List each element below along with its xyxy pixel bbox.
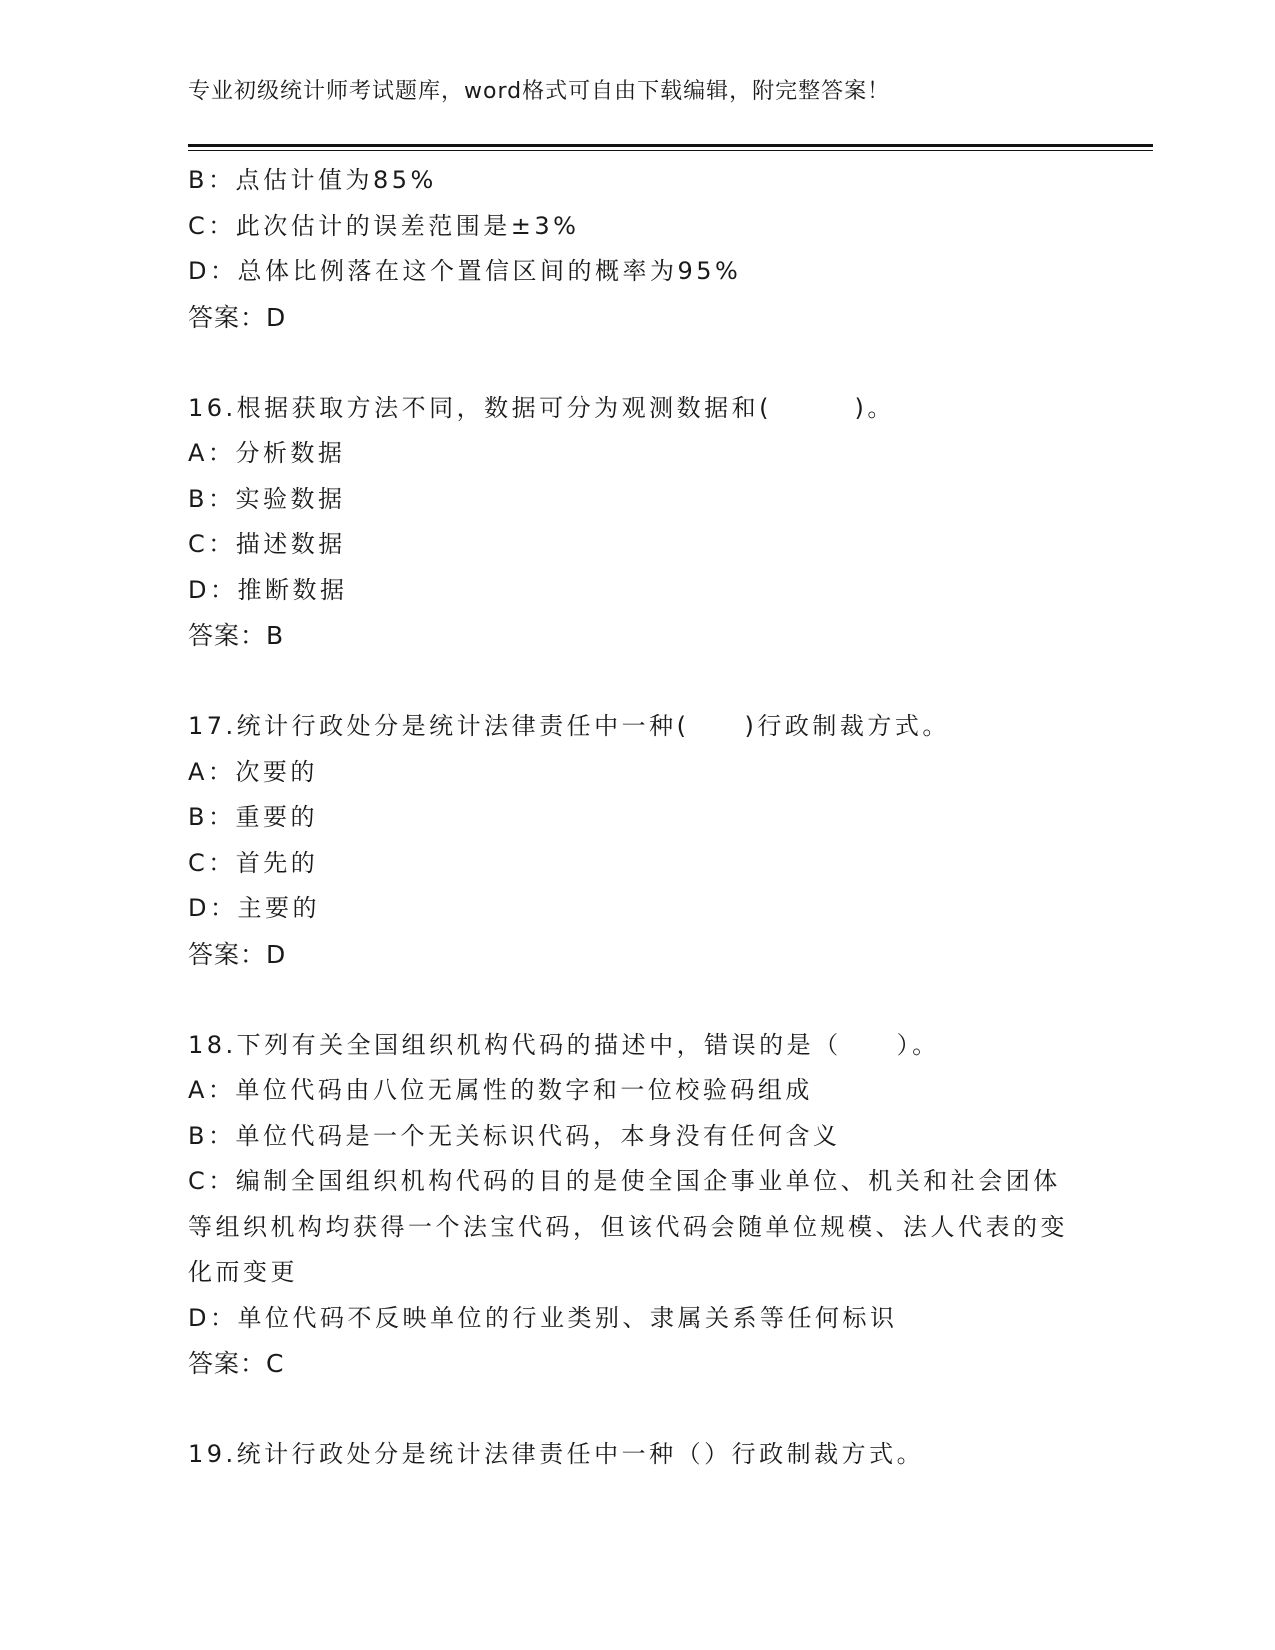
- option-d: D：单位代码不反映单位的行业类别、隶属关系等任何标识: [188, 1303, 898, 1332]
- question-continuation: [188, 158, 1088, 340]
- spacer: [188, 340, 1088, 386]
- answer-line: 答案：C: [188, 1349, 285, 1378]
- option-c: C：描述数据: [188, 530, 346, 558]
- spacer: [188, 1387, 1088, 1433]
- spacer: [188, 659, 1088, 705]
- page-header: 专业初级统计师考试题库，word格式可自由下载编辑，附完整答案！: [188, 79, 891, 104]
- option-b: B：点估计值为85%: [188, 166, 437, 194]
- option-d: D：总体比例落在这个置信区间的概率为95%: [188, 257, 742, 285]
- option-c: C：编制全国组织机构代码的目的是使全国企事业单位、机关和社会团体等组织机构均获得一个法宝代码，但该代码会随单位规模、法人代表的变化而变更: [188, 1167, 1068, 1286]
- question-list: [188, 158, 1088, 1478]
- question-stem: 16.根据获取方法不同，数据可分为观测数据和( )。: [188, 393, 895, 422]
- answer-line: 答案：D: [188, 302, 287, 332]
- question-stem: 18.下列有关全国组织机构代码的描述中，错误的是（ ）。: [188, 1030, 940, 1059]
- answer-line: 答案：D: [188, 939, 287, 969]
- header-rule-thin: [188, 150, 1153, 151]
- option-a: A：分析数据: [188, 439, 346, 467]
- option-d: D：主要的: [188, 894, 320, 922]
- option-a: A：单位代码由八位无属性的数字和一位校验码组成: [188, 1076, 813, 1104]
- question-16: [188, 386, 1088, 659]
- option-b: B：实验数据: [188, 484, 346, 513]
- option-b: B：单位代码是一个无关标识代码，本身没有任何含义: [188, 1121, 841, 1150]
- question-17: [188, 704, 1088, 977]
- question-stem: 17.统计行政处分是统计法律责任中一种( )行政制裁方式。: [188, 712, 950, 740]
- option-c: C：此次估计的误差范围是±3%: [188, 211, 580, 240]
- spacer: [188, 977, 1088, 1023]
- question-18: [188, 1023, 1088, 1387]
- option-d: D：推断数据: [188, 575, 348, 604]
- header-rule-thick: [188, 144, 1153, 147]
- question-stem: 19.统计行政处分是统计法律责任中一种（）行政制裁方式。: [188, 1440, 925, 1468]
- answer-line: 答案：B: [188, 621, 285, 650]
- question-19: [188, 1432, 1088, 1478]
- option-b: B：重要的: [188, 803, 318, 831]
- option-a: A：次要的: [188, 757, 318, 786]
- option-c: C：首先的: [188, 848, 319, 877]
